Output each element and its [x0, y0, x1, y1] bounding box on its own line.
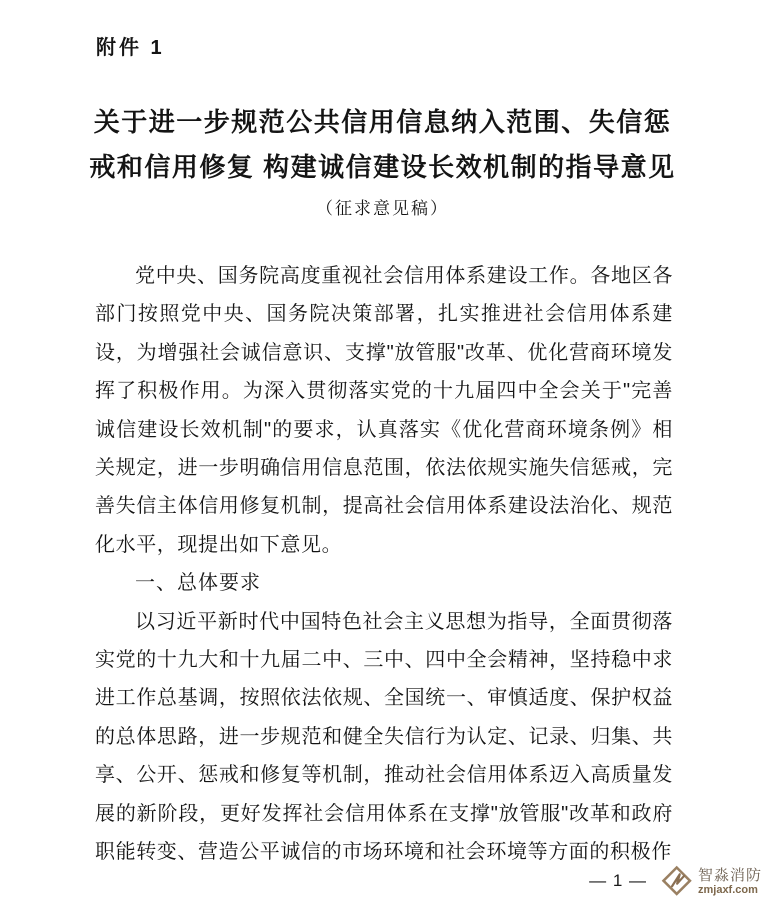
document-title-line-2: 戒和信用修复 构建诚信建设长效机制的指导意见 [89, 152, 676, 182]
watermark [661, 863, 762, 901]
document-body [95, 257, 673, 872]
watermark-brand: 智淼消防 [697, 867, 762, 885]
body-paragraph: 党中央、国务院高度重视社会信用体系建设工作。各地区各部门按照党中央、国务院决策部署，扎实推进社会信用体系建设，为增强社会诚信意识、支撑"放管服"改革、优化营商环境发挥了积极作用。为深入贯彻落实党的十九届四中全会关于"完善诚信建设长效机制"的要求，认真落实《优化营商环境条例》相关规定，进一步明确信用信息范围，依法依规实施失信惩戒，完善失信主体信用修复机制，提高社会信用体系建设法治化、规范化水平，现提出如下意见。 [95, 265, 673, 556]
document-subtitle: （征求意见稿） [316, 199, 449, 218]
document-title-line-1: 关于进一步规范公共信用信息纳入范围、失信惩 [93, 107, 672, 137]
brand-logo-icon [661, 863, 695, 901]
body-paragraph: 以习近平新时代中国特色社会主义思想为指导，全面贯彻落实党的十九大和十九届二中、三中、四中全会精神，坚持稳中求进工作总基调，按照依法依规、全国统一、审慎适度、保护权益的总体思路，进一步规范和健全失信行为认定、记录、归集、共享、公开、惩戒和修复等机制，推动社会信用体系迈入高质量发展的新阶段，更好发挥社会信用体系在支撑"放管服"改革和政府职能转变、营造公平诚信的市场环境和社会环境等方面的积极作 [95, 610, 673, 864]
document-title [52, 100, 713, 190]
watermark-domain: zmjaxf.com [697, 884, 758, 897]
watermark-text [698, 867, 762, 897]
page-number: — 1 — [589, 871, 647, 890]
section-heading: 一、总体要求 [135, 572, 261, 595]
attachment-label: 附件 1 [96, 37, 165, 59]
